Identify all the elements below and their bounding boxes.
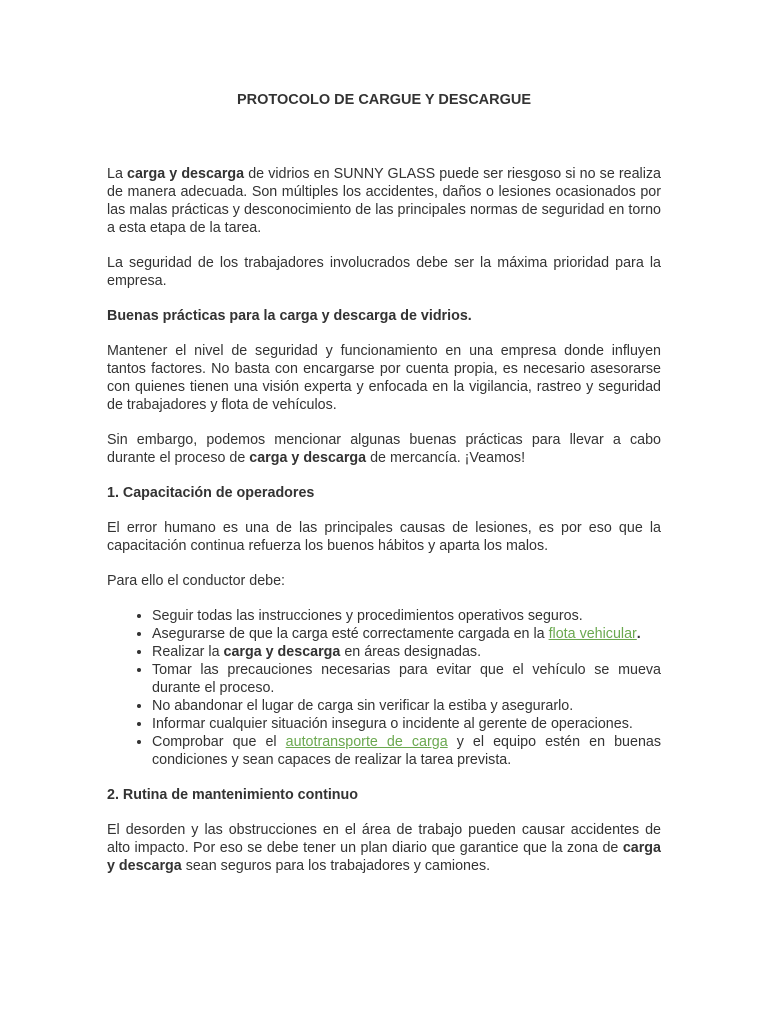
list-item: • Seguir todas las instrucciones y procedimientos operativos seguros. bbox=[152, 607, 661, 625]
maintenance-paragraph bbox=[107, 821, 661, 875]
text-span: La bbox=[107, 166, 128, 182]
text-span: Realizar la bbox=[152, 644, 224, 660]
section-heading-maintenance: 2. Rutina de mantenimiento continuo bbox=[107, 787, 358, 803]
text-span: en áreas designadas. bbox=[340, 644, 482, 660]
list-item: • No abandonar el lugar de carga sin verificar la estiba y asegurarlo. bbox=[152, 697, 661, 715]
list-item: • Informar cualquier situación insegura o incidente al gerente de operaciones. bbox=[152, 715, 661, 733]
section-heading-training: 1. Capacitación de operadores bbox=[107, 485, 315, 501]
driver-duties-list bbox=[107, 607, 661, 769]
safety-paragraph: La seguridad de los trabajadores involucrados debe ser la máxima prioridad para la empresa. bbox=[107, 255, 661, 289]
practices-intro-paragraph bbox=[107, 431, 661, 467]
document-title: PROTOCOLO DE CARGUE Y DESCARGUE bbox=[236, 92, 532, 108]
text-span: El desorden y las obstrucciones en el área de trabajo pueden causar accidentes de alto impacto. Por eso se debe tener un plan diario que garantice que la zona de bbox=[107, 822, 661, 856]
bold-text: . bbox=[636, 626, 641, 642]
text-span: Comprobar que el bbox=[152, 734, 286, 750]
text-span: Sin embargo, podemos mencionar algunas buenas prácticas para llevar a cabo durante el proceso de bbox=[107, 432, 661, 466]
flota-vehicular-link[interactable]: flota vehicular bbox=[548, 626, 637, 642]
text-span: y el equipo estén en buenas condiciones y sean capaces de realizar la tarea prevista. bbox=[152, 734, 661, 768]
bold-text: carga y descarga bbox=[127, 166, 245, 182]
human-error-paragraph: El error humano es una de las principales causas de lesiones, es por eso que la capacitación continua refuerza los buenos hábitos y aparta los malos. bbox=[107, 520, 661, 554]
autotransporte-link[interactable]: autotransporte de carga bbox=[285, 734, 448, 750]
security-paragraph: Mantener el nivel de seguridad y funcionamiento en una empresa donde influyen tantos factores. No basta con encargarse por cuenta propia, es necesario asesorarse con quienes tienen una visión experta y enfocada en la vigilancia, rastreo y seguridad de trabajadores y flota de vehículos. bbox=[107, 343, 661, 413]
list-item: • Tomar las precauciones necesarias para evitar que el vehículo se mueva durante el proceso. bbox=[152, 661, 661, 697]
section-heading-good-practices: Buenas prácticas para la carga y descarga de vidrios. bbox=[107, 308, 472, 324]
text-span: de vidrios en SUNNY GLASS puede ser riesgoso si no se realiza de manera adecuada. Son múltiples los accidentes, daños o lesiones ocasionados por las malas prácticas y desconocimiento de las principales normas de seguridad en torno a esta etapa de la tarea. bbox=[107, 166, 661, 236]
bold-text: carga y descarga bbox=[223, 644, 341, 660]
list-item bbox=[152, 625, 661, 643]
text-span: Asegurarse de que la carga esté correctamente cargada en la bbox=[152, 626, 549, 642]
list-item bbox=[152, 733, 661, 769]
text-span: sean seguros para los trabajadores y camiones. bbox=[181, 858, 491, 874]
bold-text: carga y descarga bbox=[249, 450, 367, 466]
text-span: de mercancía. ¡Veamos! bbox=[366, 450, 526, 466]
driver-must-paragraph: Para ello el conductor debe: bbox=[107, 573, 286, 589]
list-item bbox=[152, 643, 661, 661]
bold-text: carga y descarga bbox=[107, 840, 661, 874]
intro-paragraph bbox=[107, 165, 661, 237]
